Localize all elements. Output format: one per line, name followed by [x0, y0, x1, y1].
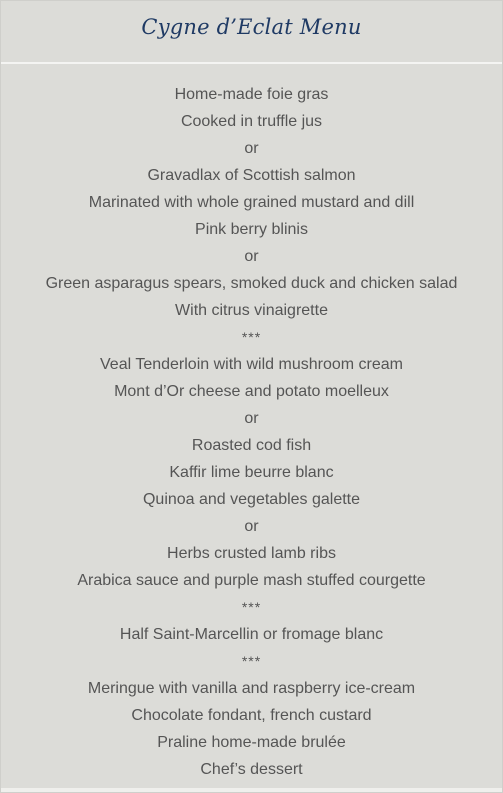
course-separator: *** — [241, 599, 262, 615]
menu-line-or: or — [244, 518, 259, 535]
menu-line: Half Saint-Marcellin or fromage blanc — [119, 626, 384, 643]
menu-line: Veal Tenderloin with wild mushroom cream — [100, 356, 403, 373]
menu-line: Cooked in truffle jus — [180, 113, 323, 130]
menu-line: Pink berry blinis — [195, 221, 308, 238]
menu-line: Gravadlax of Scottish salmon — [147, 167, 356, 184]
menu-line: With citrus vinaigrette — [175, 302, 328, 319]
course-separator: *** — [241, 653, 262, 669]
menu-title: Cygne d’Eclat Menu — [141, 14, 362, 39]
menu-line-or: or — [244, 410, 259, 427]
menu-line: Green asparagus spears, smoked duck and chicken salad — [45, 275, 458, 292]
menu-line: Kaffir lime beurre blanc — [169, 464, 334, 481]
menu-line: Praline home-made brulée — [157, 734, 346, 751]
menu-line: Chef’s dessert — [200, 761, 303, 778]
bottom-edge — [1, 788, 502, 792]
menu-line: Home-made foie gras — [174, 86, 329, 103]
course-separator: *** — [241, 329, 262, 345]
menu-line-or: or — [244, 248, 259, 265]
menu-lines — [1, 81, 502, 783]
menu-line: Quinoa and vegetables galette — [142, 491, 361, 508]
menu-line: Mont d’Or cheese and potato moelleux — [114, 383, 389, 400]
menu-line: Roasted cod fish — [191, 437, 312, 454]
menu-header — [1, 1, 502, 64]
menu-line: Arabica sauce and purple mash stuffed courgette — [77, 572, 426, 589]
menu-line: Chocolate fondant, french custard — [131, 707, 372, 724]
menu-line: Meringue with vanilla and raspberry ice-cream — [87, 680, 416, 697]
menu-line-or: or — [244, 140, 259, 157]
menu-line: Marinated with whole grained mustard and dill — [88, 194, 415, 211]
menu-line: Herbs crusted lamb ribs — [167, 545, 336, 562]
